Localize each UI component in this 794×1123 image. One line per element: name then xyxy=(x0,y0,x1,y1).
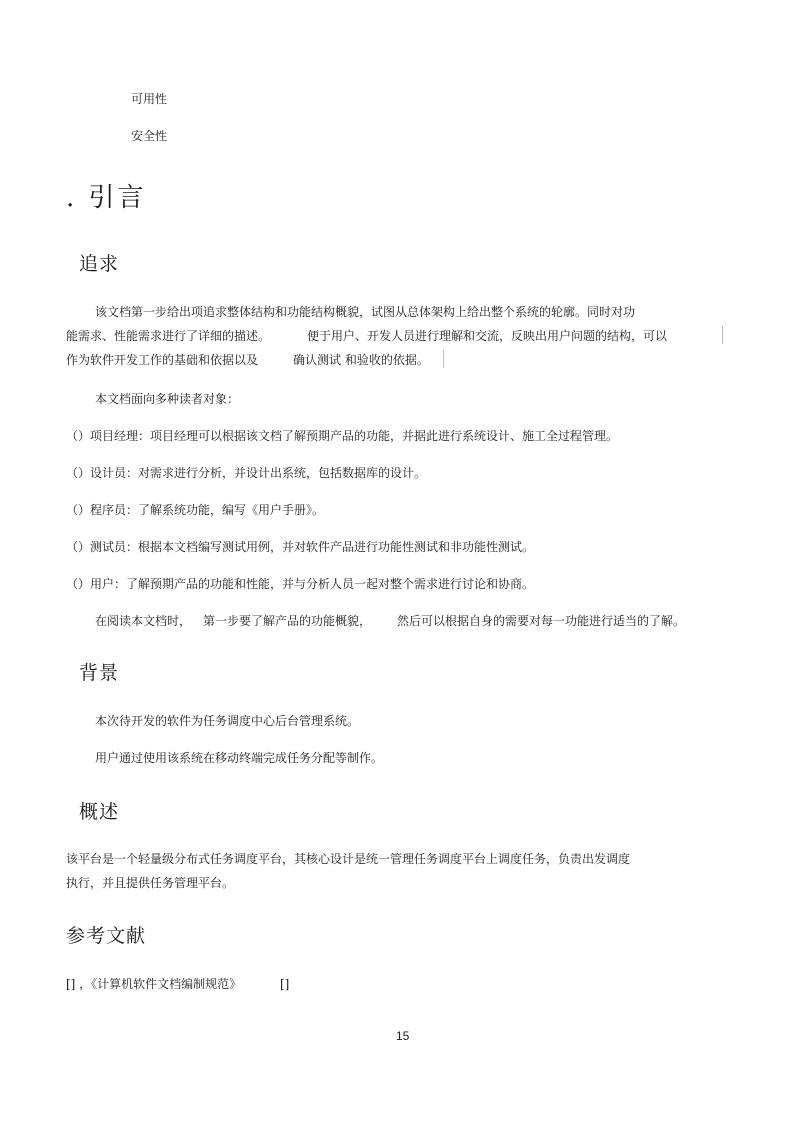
overview-line-2: 执行，并且提供任务管理平台。 xyxy=(66,876,235,890)
pursuit-paragraph-line-2a: 能需求、性能需求进行了详细的描述。 xyxy=(66,329,271,343)
background-line-2: 用户通过使用该系统在移动终端完成任务分配等制作。 xyxy=(95,751,384,765)
toc-item-security: 安全性 xyxy=(131,129,168,143)
reader-item-tester: （）测试员：根据本文档编写测试用例，并对软件产品进行功能性测试和非功能性测试。 xyxy=(66,540,535,554)
reading-advice-part-3: 然后可以根据自身的需要对每一功能进行适当的了解。 xyxy=(397,614,686,628)
background-line-1: 本次待开发的软件为任务调度中心后台管理系统。 xyxy=(95,714,360,728)
readers-intro: 本文档面向多种读者对象： xyxy=(95,392,240,406)
page-number: 15 xyxy=(396,1029,410,1043)
section-heading-introduction: . 引言 xyxy=(66,183,147,213)
subsection-heading-background: 背景 xyxy=(79,662,120,684)
pursuit-paragraph-line-3a: 作为软件开发工作的基础和依据以及 xyxy=(66,353,259,367)
pursuit-paragraph-line-1: 该文档第一步给出项追求整体结构和功能结构概貌，试图从总体架构上给出整个系统的轮廓。同时对功 xyxy=(95,305,636,319)
overview-line-1: 该平台是一个轻量级分布式任务调度平台，其核心设计是统一管理任务调度平台上调度任务，负责出发调度 xyxy=(66,852,631,866)
reader-item-project-manager: （）项目经理：项目经理可以根据该文档了解预期产品的功能，并据此进行系统设计、施工全过程管理。 xyxy=(66,429,619,443)
subsection-heading-references: 参考文献 xyxy=(66,925,147,947)
reference-item: [] ，《计算机软件文档编制规范》 xyxy=(66,977,242,991)
margin-rule xyxy=(722,326,723,344)
reference-item-bracket: [] xyxy=(280,977,290,991)
subsection-heading-overview: 概述 xyxy=(79,801,120,823)
margin-rule xyxy=(443,350,444,368)
reader-item-designer: （）设计员：对需求进行分析，并设计出系统，包括数据库的设计。 xyxy=(66,466,427,480)
reading-advice-part-1: 在阅读本文档时， xyxy=(95,614,192,628)
pursuit-paragraph-line-3b: 确认测试 和验收的依据。 xyxy=(293,353,429,367)
reader-item-user: （）用户：了解预期产品的功能和性能，并与分析人员一起对整个需求进行讨论和协商。 xyxy=(66,577,535,591)
pursuit-paragraph-line-2b: 便于用户、开发人员进行理解和交流，反映出用户问题的结构，可以 xyxy=(307,329,668,343)
reading-advice-part-2: 第一步要了解产品的功能概貌， xyxy=(203,614,372,628)
subsection-heading-pursuit: 追求 xyxy=(79,253,120,275)
toc-item-availability: 可用性 xyxy=(131,92,168,106)
reader-item-programmer: （）程序员：了解系统功能，编写《用户手册》。 xyxy=(66,503,325,517)
